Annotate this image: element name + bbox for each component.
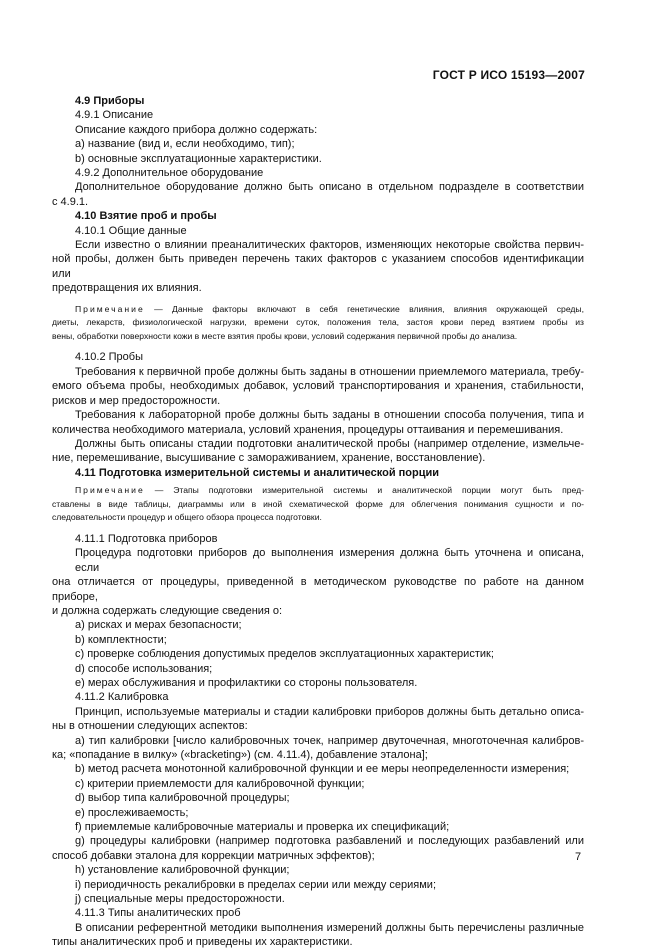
text-line: h) установление калибровочной функции;	[75, 864, 290, 877]
section-heading: 4.9 Приборы	[75, 95, 145, 107]
text-line: 4.10.1 Общие данные	[75, 224, 187, 237]
text-line: a) тип калибровки [число калибровочных точек, например двуточечная, многоточечная калибров-	[75, 734, 584, 747]
text-line: i) периодичность рекалибровки в пределах серии или между сериями;	[75, 878, 436, 891]
text-line: Требования к первичной пробе должны быть заданы в отношении приемлемого материала, требу-	[75, 365, 584, 378]
text-line: типы аналитических проб и приведены их характеристики.	[52, 936, 353, 949]
text-line: количества необходимого материала, условий хранения, процедуры оттаивания и перемешивания.	[52, 423, 564, 436]
text-line: 4.11.3 Типы аналитических проб	[75, 907, 241, 920]
text-line: предотвращения их влияния.	[52, 282, 202, 295]
note-label: Примечание	[75, 485, 145, 496]
note-text: — Этапы подготовки измерительной системы и аналитической порции могут быть пред-	[144, 485, 584, 496]
page-number: 7	[575, 851, 582, 863]
text-line: с 4.9.1.	[52, 195, 89, 208]
text-line: g) процедуры калибровки (например подготовка разбавлений и последующих разбавлений или	[75, 835, 584, 848]
text-line: ны в отношении следующих аспектов:	[52, 720, 248, 733]
text-line: e) прослеживаемость;	[75, 806, 189, 819]
text-line: f) приемлемые калибровочные материалы и проверка их спецификаций;	[75, 821, 450, 834]
text-line: 4.11.1 Подготовка приборов	[75, 532, 218, 545]
text-line: Требования к лабораторной пробе должны быть заданы в отношении способа получения, типа и	[75, 409, 584, 422]
text-line: рисков и мер предосторожности.	[52, 394, 221, 407]
note-line: следовательности процедур и общего обзора процесса подготовки.	[52, 512, 322, 523]
section-heading: 4.10 Взятие проб и пробы	[75, 210, 217, 223]
text-line: c) проверке соблюдения допустимых пределов эксплуатационных характеристик;	[75, 648, 494, 661]
note-line: ставлены в виде таблицы, диаграммы или в иной схематической форме для облегчения понимания сущности и по-	[52, 498, 584, 509]
text-line: Должны быть описаны стадии подготовки аналитической пробы (например отделение, измельче-	[75, 437, 584, 450]
note-line: вены, обработки поверхности кожи в месте взятия пробы крови, условий содержания первичной пробы до анализа.	[52, 330, 518, 341]
document-body	[52, 94, 584, 950]
text-line: ние, перемешивание, высушивание с замораживанием, хранение, восстановление).	[52, 452, 486, 465]
note-line: диеты, лекарств, физиологической нагрузки, времени суток, положения тела, застоя крови перед взятием пробы из	[52, 317, 584, 328]
text-line: она отличается от процедуры, приведенной в методическом руководстве по работе на данном приборе,	[52, 576, 584, 603]
text-line: 4.10.2 Пробы	[75, 351, 143, 364]
text-line: c) критерии приемлемости для калибровочной функции;	[75, 777, 365, 790]
section-heading: 4.11 Подготовка измерительной системы и аналитической порции	[75, 466, 440, 479]
note-line	[75, 303, 584, 317]
spacer	[75, 296, 584, 303]
text-line: a) название (вид и, если необходимо, тип);	[75, 138, 295, 151]
text-line: d) способе использования;	[75, 662, 213, 675]
spacer	[75, 343, 584, 350]
text-line: 4.11.2 Калибровка	[75, 691, 169, 704]
text-line: Дополнительное оборудование должно быть описано в отдельном подразделе в соответствии	[75, 181, 584, 194]
text-line: емого объема пробы, необходимых добавок, условий транспортирования и хранения, стабильности,	[52, 380, 584, 393]
text-line: Принцип, используемые материалы и стадии калибровки приборов должны быть детально описа-	[75, 705, 584, 718]
note-line	[75, 484, 584, 498]
text-line: ка; «попадание в вилку» («bracketing») (см. 4.11.4), добавление эталона];	[52, 749, 428, 761]
text-line: Процедура подготовки приборов до выполнения измерения должна быть уточнена и описана, если	[75, 547, 584, 574]
text-line: 4.9.1 Описание	[75, 109, 154, 122]
text-line: Если известно о влиянии преаналитических факторов, изменяющих некоторые свойства первич-	[75, 239, 584, 252]
text-line: ной пробы, должен быть приведен перечень таких факторов с указанием способов идентификации или	[52, 253, 584, 280]
note-text: — Данные факторы включают в себя генетические влияния, влияния окружающей среды,	[144, 303, 584, 314]
text-line: b) комплектности;	[75, 633, 167, 646]
text-line: 4.9.2 Дополнительное оборудование	[75, 167, 264, 180]
text-line: j) специальные меры предосторожности.	[75, 893, 285, 906]
text-line: Описание каждого прибора должно содержать:	[75, 123, 318, 136]
text-line: e) мерах обслуживания и профилактики со стороны пользователя.	[75, 676, 418, 689]
text-line: b) метод расчета монотонной калибровочной функции и ее меры неопределенности измерения;	[75, 763, 570, 776]
spacer	[75, 525, 584, 532]
text-line: d) выбор типа калибровочной процедуры;	[75, 792, 290, 805]
text-line: способ добавки эталона для коррекции матричных эффектов);	[52, 849, 375, 862]
document-header: ГОСТ Р ИСО 15193—2007	[432, 68, 585, 82]
note-label: Примечание	[75, 303, 145, 314]
text-line: a) рисках и мерах безопасности;	[75, 619, 242, 632]
text-line: и должна содержать следующие сведения о:	[52, 604, 283, 617]
text-line: b) основные эксплуатационные характеристики.	[75, 152, 322, 165]
text-line: В описании референтной методики выполнения измерений должны быть перечислены различные	[75, 921, 584, 934]
